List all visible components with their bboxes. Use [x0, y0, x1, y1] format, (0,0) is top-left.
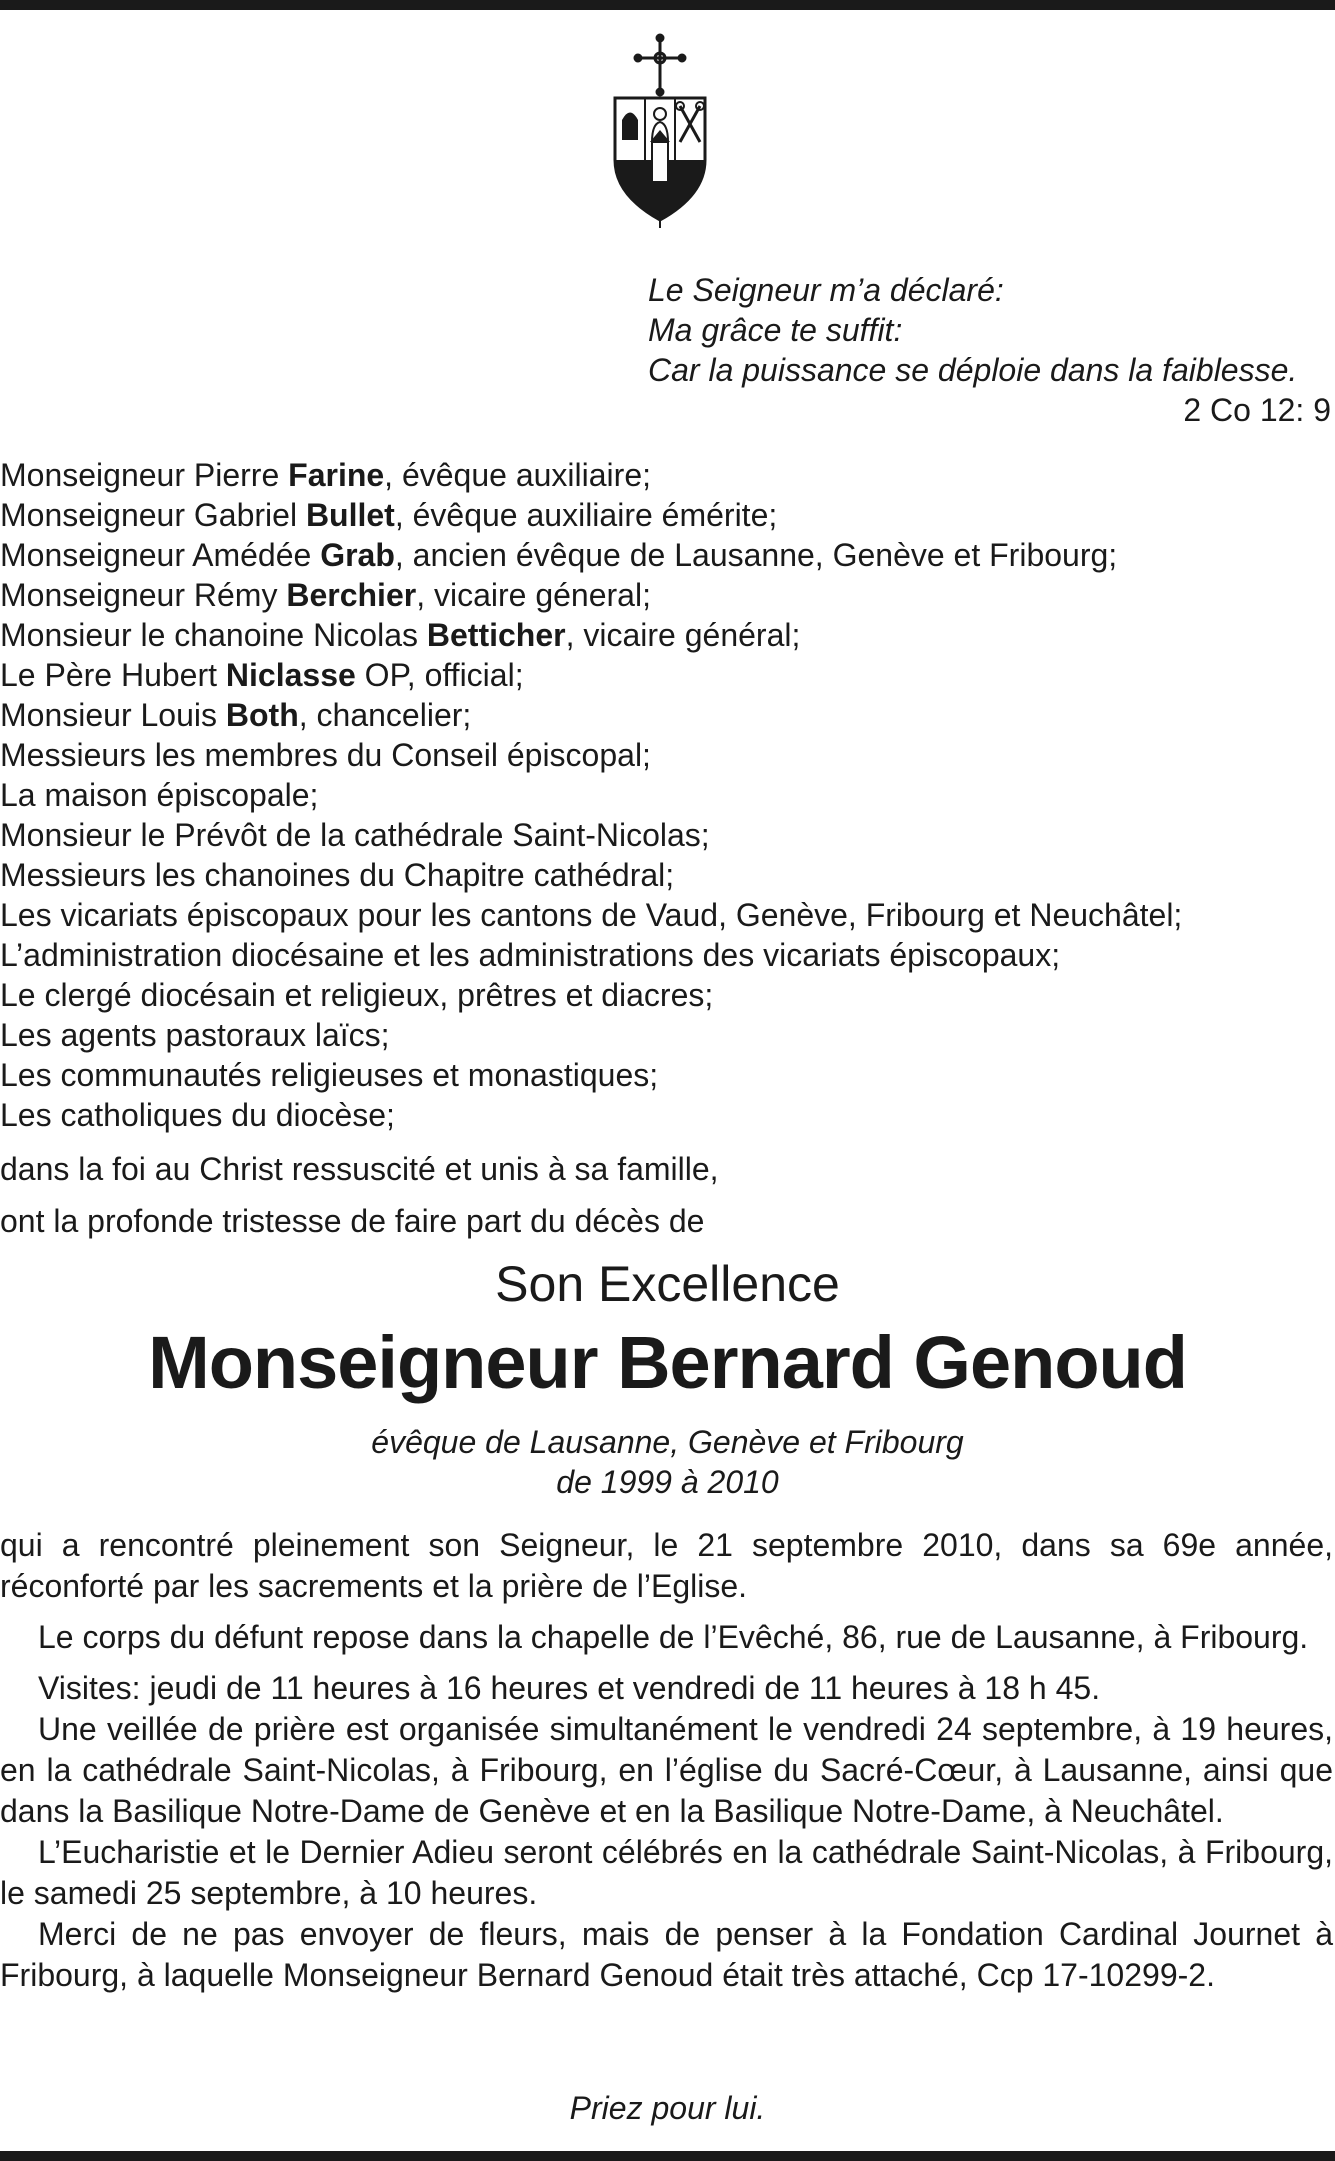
lead-line: dans la foi au Christ ressuscité et unis à sa famille,: [0, 1151, 719, 1187]
signatory-surname: Farine: [288, 457, 385, 493]
signatory-text: Monseigneur Rémy: [0, 577, 287, 613]
signatory-text: , évêque auxiliaire émérite;: [394, 497, 778, 533]
signatory-text: Monsieur Louis: [0, 697, 226, 733]
signatory-text: Le clergé diocésain et religieux, prêtres et diacres;: [0, 977, 714, 1013]
paragraph: Le corps du défunt repose dans la chapelle de l’Evêché, 86, rue de Lausanne, à Fribourg.: [38, 1619, 1309, 1655]
signatory-text: L’administration diocésaine et les administrations des vicariats épiscopaux;: [0, 937, 1061, 973]
signatory-text: Les communautés religieuses et monastiques;: [0, 1057, 659, 1093]
episcopal-coat-of-arms-icon: [600, 30, 720, 230]
signatory-surname: Betticher: [426, 617, 566, 653]
quote-line: Le Seigneur m’a déclaré:: [648, 272, 1004, 308]
paragraph: Une veillée de prière est organisée simultanément le vendredi 24 septembre, à 19 heures, en la cathédrale Saint-Nicolas, à Fribourg, en l’église du Sacré-Cœur, à Lausanne, ainsi que dans la Basilique Notre-Dame de Genève et en la Basilique Notre-Dame, à Neuchâtel.: [0, 1711, 1333, 1829]
signatory-text: , vicaire géneral;: [416, 577, 651, 613]
quote-line: Car la puissance se déploie dans la faiblesse.: [648, 352, 1298, 388]
signatory-line: [0, 855, 1335, 895]
signatory-text: Monseigneur Pierre: [0, 457, 289, 493]
signatory-text: Monsieur le Prévôt de la cathédrale Saint-Nicolas;: [0, 817, 710, 853]
announcement-body: [0, 1525, 1333, 1996]
signatory-line: [0, 1095, 1335, 1135]
signatory-line: [0, 935, 1335, 975]
closing-prayer: Priez pour lui.: [569, 2090, 766, 2126]
signatory-line: [0, 895, 1335, 935]
signatory-text: , vicaire général;: [565, 617, 801, 653]
signatory-line: [0, 575, 1335, 615]
deceased-name: Monseigneur Bernard Genoud: [148, 1321, 1187, 1404]
signatory-surname: Both: [225, 697, 299, 733]
deceased-subtitle: [0, 1422, 1335, 1502]
bottom-border: [0, 2151, 1335, 2161]
signatory-list: [0, 455, 1335, 1135]
signatory-surname: Niclasse: [225, 657, 356, 693]
lead-text: [0, 1143, 719, 1247]
signatory-text: Monsieur le chanoine Nicolas: [0, 617, 427, 653]
paragraph: L’Eucharistie et le Dernier Adieu seront célébrés en la cathédrale Saint-Nicolas, à Fribourg, le samedi 25 septembre, à 10 heures.: [0, 1834, 1333, 1911]
signatory-line: [0, 1055, 1335, 1095]
signatory-text: OP, official;: [355, 657, 524, 693]
quote-line: Ma grâce te suffit:: [648, 312, 903, 348]
honorific-title: Son Excellence: [495, 1256, 840, 1312]
signatory-text: Monseigneur Amédée: [0, 537, 321, 573]
lead-line: ont la profonde tristesse de faire part du décès de: [0, 1203, 705, 1239]
signatory-text: Messieurs les chanoines du Chapitre cathédral;: [0, 857, 675, 893]
paragraph: qui a rencontré pleinement son Seigneur, le 21 septembre 2010, dans sa 69e année, réconforté par les sacrements et la prière de l’Eglise.: [0, 1527, 1333, 1604]
signatory-surname: Bullet: [305, 497, 395, 533]
top-border: [0, 0, 1335, 10]
signatory-text: Les agents pastoraux laïcs;: [0, 1017, 390, 1053]
signatory-line: [0, 655, 1335, 695]
signatory-text: Les vicariats épiscopaux pour les cantons de Vaud, Genève, Fribourg et Neuchâtel;: [0, 897, 1183, 933]
signatory-line: [0, 735, 1335, 775]
signatory-line: [0, 695, 1335, 735]
signatory-surname: Grab: [320, 537, 395, 573]
signatory-text: , évêque auxiliaire;: [384, 457, 651, 493]
signatory-line: [0, 455, 1335, 495]
signatory-line: [0, 535, 1335, 575]
subtitle-line: évêque de Lausanne, Genève et Fribourg: [371, 1424, 964, 1460]
signatory-text: Les catholiques du diocèse;: [0, 1097, 395, 1133]
scripture-quote: [648, 270, 1333, 430]
signatory-line: [0, 495, 1335, 535]
signatory-line: [0, 815, 1335, 855]
signatory-line: [0, 975, 1335, 1015]
signatory-line: [0, 1015, 1335, 1055]
signatory-line: [0, 615, 1335, 655]
signatory-text: Messieurs les membres du Conseil épiscopal;: [0, 737, 651, 773]
signatory-text: , ancien évêque de Lausanne, Genève et Fribourg;: [394, 537, 1118, 573]
signatory-text: Monseigneur Gabriel: [0, 497, 306, 533]
signatory-line: [0, 775, 1335, 815]
signatory-surname: Berchier: [286, 577, 417, 613]
paragraph: Visites: jeudi de 11 heures à 16 heures et vendredi de 11 heures à 18 h 45.: [38, 1670, 1101, 1706]
signatory-text: , chancelier;: [298, 697, 472, 733]
quote-reference: 2 Co 12: 9: [1183, 392, 1331, 428]
signatory-text: La maison épiscopale;: [0, 777, 319, 813]
paragraph: Merci de ne pas envoyer de fleurs, mais de penser à la Fondation Cardinal Journet à Fribourg, à laquelle Monseigneur Bernard Genoud était très attaché, Ccp 17-10299-2.: [0, 1916, 1333, 1993]
subtitle-line: de 1999 à 2010: [556, 1464, 779, 1500]
signatory-text: Le Père Hubert: [0, 657, 226, 693]
